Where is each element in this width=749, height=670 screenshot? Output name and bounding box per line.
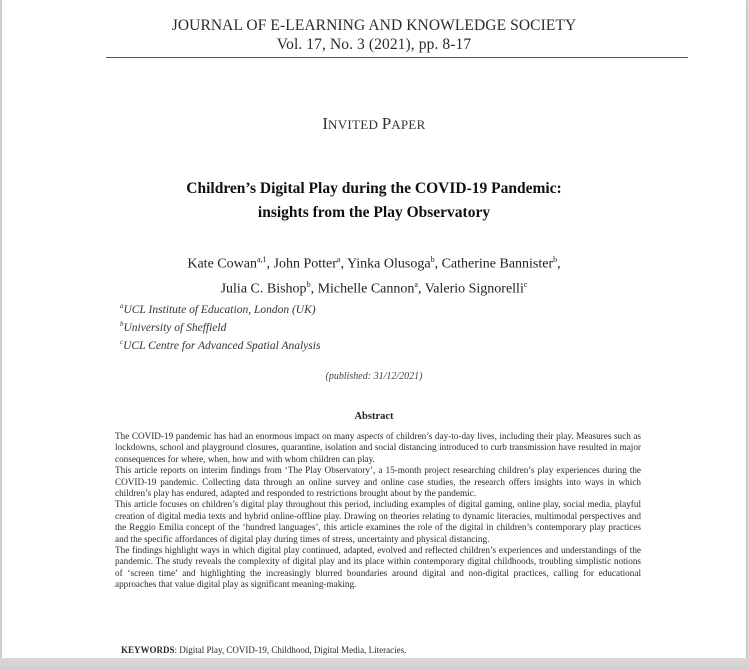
abstract-paragraph: The COVID-19 pandemic has had an enormous impact on many aspects of children’s day-to-day lives, including their play. Measures such as lockdowns, school and playground closures, quarantine, isolation and social distancing introduced to curb transmission have resulted in major consequences for where, when, how and with whom children can play. <box>115 431 641 464</box>
abstract-paragraph: This article focuses on children’s digital play throughout this period, including examples of digital gaming, online play, social media, playful creation of digital media texts and hybrid online-offline play. Drawing on theories relating to dynamic literacies, multimodal perspectives and the Reggio Emilia concept of the ‘hundred languages’, this article examines the role of the digital in children’s contemporary play practices and the specific affordances of digital play during times of stress, uncertainty and physical distancing. <box>115 499 641 544</box>
keywords-list: : Digital Play, COVID-19, Childhood, Digital Media, Literacies. <box>174 645 407 655</box>
author-sup: a <box>336 255 341 264</box>
author-line-1: Kate Cowan$^{a,1}$, John Potter$^a$, Yinka Olusoga$^b$, Catherine Bannister$^b$, <box>187 255 561 272</box>
header-rule <box>106 57 688 58</box>
author-sup: b <box>306 279 311 289</box>
author-sup: c <box>523 279 528 289</box>
author-sup: a,1 <box>256 255 267 264</box>
paper-title <box>2 177 746 225</box>
abstract-paragraph: The findings highlight ways in which digital play continued, adapted, evolved and reflected children’s experiences and understandings of the pandemic. The study reveals the complexity of digital play and its place within contemporary digital childhoods, troubling simplistic notions of ‘screen time’ and highlighting the increasingly blurred boundaries around digital and non-digital practices, calling for educational approaches that value digital play as significant meaning-making. <box>115 545 641 590</box>
affiliation: $^a$UCL Institute of Education, London (UK) <box>120 302 316 316</box>
journal-name: JOURNAL OF E-LEARNING AND KNOWLEDGE SOCIETY <box>171 17 577 34</box>
keywords <box>121 645 406 655</box>
abstract-heading: Abstract <box>354 411 394 422</box>
author-name: Julia C. Bishop <box>220 281 307 297</box>
title-line-2: insights from the Play Observatory <box>257 204 491 221</box>
page-shadow <box>0 658 749 670</box>
author-name: Yinka Olusoga <box>346 256 431 272</box>
journal-volume: Vol. 17, No. 3 (2021), pp. 8-17 <box>276 36 472 53</box>
title-line-1: Children’s Digital Play during the COVID-19 Pandemic: <box>186 180 562 197</box>
published-date: (published: 31/12/2021) <box>325 371 423 382</box>
author-list <box>2 250 746 299</box>
author-name: Kate Cowan <box>187 256 257 272</box>
author-name: Michelle Cannon <box>317 281 415 297</box>
author-sup: a <box>414 279 418 289</box>
affiliations <box>120 299 320 352</box>
abstract-body <box>115 431 641 591</box>
author-name: Catherine Bannister <box>441 256 554 272</box>
section-label-i: I <box>322 114 329 133</box>
author-sup: b <box>553 255 558 264</box>
author-name: Valerio Signorelli <box>424 281 524 297</box>
affiliation: $^b$University of Sheffield <box>120 319 227 334</box>
section-label-p: P <box>381 114 392 133</box>
affiliation: $^c$UCL Centre for Advanced Spatial Analysis <box>120 337 321 352</box>
journal-header <box>2 16 746 54</box>
section-label-nvited: NVITED <box>328 117 382 132</box>
keywords-label: KEYWORDS <box>121 645 175 655</box>
author-sup: b <box>430 255 435 264</box>
abstract-paragraph: This article reports on interim findings from ‘The Play Observatory’, a 15-month project researching children’s play experiences during the COVID-19 pandemic. Collecting data through an online survey and online case studies, the research offers insights into ways in which children’s play has endured, adapted and responded to restrictions brought about by the pandemic. <box>115 465 641 499</box>
section-label-aper: APER <box>391 117 426 132</box>
author-name: John Potter <box>273 256 337 272</box>
author-line-2: Julia C. Bishop$^b$, Michelle Cannon$^a$, Valerio Signorelli$^c$ <box>220 279 528 297</box>
paper-page <box>2 0 746 660</box>
section-label <box>2 114 746 134</box>
